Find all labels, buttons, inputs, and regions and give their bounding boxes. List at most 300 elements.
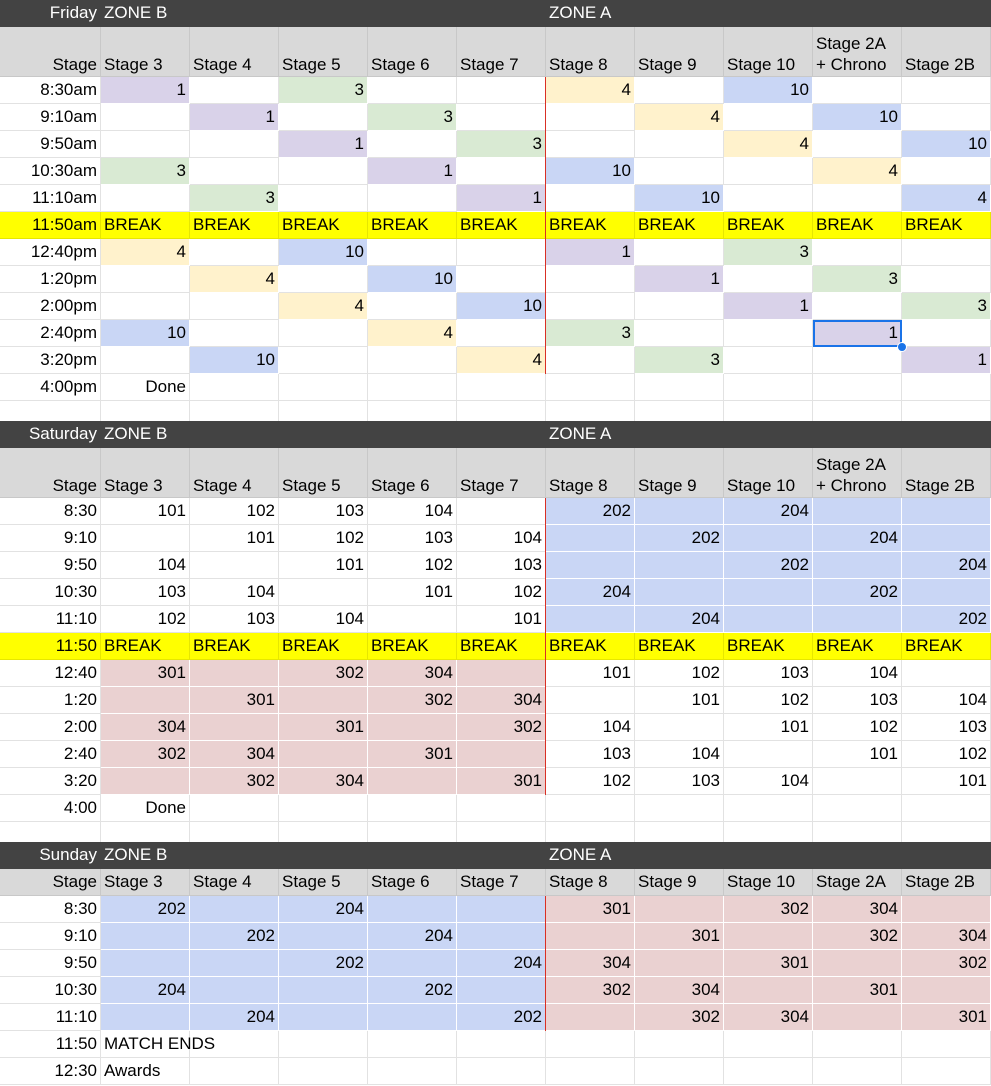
squad-cell[interactable]: 204 (101, 977, 190, 1004)
squad-cell[interactable] (368, 714, 457, 741)
squad-cell[interactable] (279, 347, 368, 374)
squad-cell[interactable]: 103 (279, 498, 368, 525)
squad-cell[interactable] (635, 552, 724, 579)
break-cell[interactable]: BREAK (101, 633, 190, 660)
squad-cell[interactable] (279, 185, 368, 212)
break-cell[interactable]: BREAK (546, 633, 635, 660)
squad-cell[interactable] (724, 320, 813, 347)
squad-cell[interactable]: 103 (190, 606, 279, 633)
time-cell[interactable]: 9:10am (0, 104, 101, 131)
stage-header[interactable]: Stage 5 (279, 27, 368, 77)
squad-cell[interactable] (368, 795, 457, 822)
squad-cell[interactable] (813, 131, 902, 158)
squad-cell[interactable] (101, 185, 190, 212)
squad-cell[interactable] (279, 158, 368, 185)
squad-cell[interactable] (368, 1031, 457, 1058)
zone-b-label[interactable]: ZONE B (101, 421, 190, 448)
squad-cell[interactable]: 102 (546, 768, 635, 795)
day-label[interactable]: Sunday (0, 842, 101, 869)
stage-header[interactable]: Stage 2B (902, 869, 991, 896)
stage-header[interactable]: Stage 3 (101, 27, 190, 77)
squad-cell[interactable] (190, 77, 279, 104)
time-cell[interactable]: 9:50 (0, 552, 101, 579)
stage-header[interactable]: Stage 5 (279, 869, 368, 896)
stage-header[interactable]: Stage 7 (457, 869, 546, 896)
break-cell[interactable]: BREAK (902, 633, 991, 660)
squad-cell[interactable] (279, 374, 368, 401)
time-cell[interactable]: 10:30am (0, 158, 101, 185)
squad-cell[interactable]: 104 (279, 606, 368, 633)
squad-cell[interactable]: 104 (635, 741, 724, 768)
stage-header[interactable]: Stage 10 (724, 27, 813, 77)
squad-cell[interactable] (813, 950, 902, 977)
squad-cell[interactable] (279, 923, 368, 950)
squad-cell[interactable] (902, 158, 991, 185)
squad-cell[interactable]: 4 (190, 266, 279, 293)
squad-cell[interactable] (546, 525, 635, 552)
title-cell[interactable] (635, 0, 724, 27)
squad-cell[interactable]: 101 (724, 714, 813, 741)
squad-cell[interactable] (813, 1031, 902, 1058)
squad-cell[interactable]: 204 (190, 1004, 279, 1031)
squad-cell[interactable] (724, 266, 813, 293)
squad-cell[interactable] (190, 158, 279, 185)
squad-cell[interactable] (635, 77, 724, 104)
time-cell[interactable]: 8:30am (0, 77, 101, 104)
squad-cell[interactable]: 304 (546, 950, 635, 977)
squad-cell[interactable] (457, 923, 546, 950)
stage-header[interactable]: Stage 4 (190, 869, 279, 896)
note-cell[interactable]: Done (101, 795, 190, 822)
break-cell[interactable]: BREAK (190, 633, 279, 660)
break-cell[interactable]: BREAK (813, 212, 902, 239)
squad-cell[interactable]: 101 (101, 498, 190, 525)
squad-cell[interactable] (724, 923, 813, 950)
squad-cell[interactable]: 10 (546, 158, 635, 185)
squad-cell[interactable] (546, 1004, 635, 1031)
stage-header[interactable]: Stage 8 (546, 448, 635, 498)
title-cell[interactable] (902, 842, 991, 869)
squad-cell[interactable] (902, 77, 991, 104)
squad-cell[interactable] (902, 1058, 991, 1085)
squad-cell[interactable] (368, 950, 457, 977)
squad-cell[interactable] (546, 687, 635, 714)
squad-cell[interactable] (190, 131, 279, 158)
squad-cell[interactable] (457, 1058, 546, 1085)
stage-header[interactable]: Stage 10 (724, 448, 813, 498)
squad-cell[interactable] (279, 687, 368, 714)
time-cell[interactable]: 11:50 (0, 1031, 101, 1058)
squad-cell[interactable] (724, 741, 813, 768)
time-cell[interactable]: 1:20pm (0, 266, 101, 293)
stage-header[interactable]: Stage 2B (902, 448, 991, 498)
squad-cell[interactable]: 1 (902, 347, 991, 374)
squad-cell[interactable] (724, 158, 813, 185)
squad-cell[interactable] (279, 1004, 368, 1031)
break-cell[interactable]: BREAK (457, 212, 546, 239)
squad-cell[interactable] (813, 185, 902, 212)
squad-cell[interactable]: 204 (813, 525, 902, 552)
squad-cell[interactable] (546, 1058, 635, 1085)
squad-cell[interactable] (813, 374, 902, 401)
squad-cell[interactable] (457, 896, 546, 923)
squad-cell[interactable] (813, 77, 902, 104)
squad-cell[interactable]: 3 (546, 320, 635, 347)
squad-cell[interactable]: 104 (813, 660, 902, 687)
fill-handle[interactable] (897, 342, 907, 352)
squad-cell[interactable]: 204 (902, 552, 991, 579)
title-cell[interactable] (457, 0, 546, 27)
squad-cell[interactable] (902, 579, 991, 606)
break-cell[interactable]: BREAK (635, 633, 724, 660)
break-cell[interactable]: BREAK (101, 212, 190, 239)
squad-cell[interactable] (902, 104, 991, 131)
squad-cell[interactable]: 104 (190, 579, 279, 606)
break-cell[interactable]: BREAK (724, 633, 813, 660)
break-cell[interactable]: BREAK (190, 212, 279, 239)
squad-cell[interactable] (635, 374, 724, 401)
squad-cell[interactable] (368, 896, 457, 923)
squad-cell[interactable]: 1 (368, 158, 457, 185)
squad-cell[interactable] (368, 347, 457, 374)
stage-header[interactable] (813, 448, 902, 498)
break-cell[interactable]: BREAK (368, 633, 457, 660)
time-cell[interactable]: 4:00pm (0, 374, 101, 401)
squad-cell[interactable]: 301 (813, 977, 902, 1004)
squad-cell[interactable]: 3 (635, 347, 724, 374)
zone-a-label[interactable]: ZONE A (546, 421, 635, 448)
squad-cell[interactable]: 302 (813, 923, 902, 950)
time-cell[interactable]: 9:50 (0, 950, 101, 977)
squad-cell[interactable]: 102 (101, 606, 190, 633)
title-cell[interactable] (724, 842, 813, 869)
time-cell[interactable]: 1:20 (0, 687, 101, 714)
squad-cell[interactable]: 302 (368, 687, 457, 714)
squad-cell[interactable] (190, 714, 279, 741)
squad-cell[interactable]: 10 (457, 293, 546, 320)
squad-cell[interactable] (724, 104, 813, 131)
time-cell[interactable]: 11:10 (0, 1004, 101, 1031)
squad-cell[interactable] (368, 1058, 457, 1085)
squad-cell[interactable]: 304 (724, 1004, 813, 1031)
squad-cell[interactable]: 104 (368, 498, 457, 525)
time-cell[interactable]: 3:20 (0, 768, 101, 795)
title-cell[interactable] (279, 421, 368, 448)
squad-cell[interactable]: 302 (190, 768, 279, 795)
squad-cell[interactable]: 102 (457, 579, 546, 606)
squad-cell[interactable] (368, 131, 457, 158)
squad-cell[interactable]: 304 (101, 714, 190, 741)
squad-cell[interactable] (368, 768, 457, 795)
squad-cell[interactable] (546, 185, 635, 212)
squad-cell[interactable]: 204 (279, 896, 368, 923)
squad-cell[interactable] (635, 1031, 724, 1058)
time-cell[interactable]: 2:40 (0, 741, 101, 768)
squad-cell[interactable] (724, 977, 813, 1004)
break-cell[interactable]: BREAK (813, 633, 902, 660)
squad-cell[interactable]: 304 (190, 741, 279, 768)
squad-cell[interactable] (546, 1031, 635, 1058)
stage-header[interactable]: Stage 4 (190, 27, 279, 77)
squad-cell[interactable] (546, 347, 635, 374)
squad-cell[interactable]: 104 (724, 768, 813, 795)
squad-cell[interactable]: 1 (635, 266, 724, 293)
squad-cell[interactable]: 101 (902, 768, 991, 795)
squad-cell[interactable]: 202 (457, 1004, 546, 1031)
squad-cell[interactable]: 302 (635, 1004, 724, 1031)
squad-cell[interactable] (457, 158, 546, 185)
stage-header[interactable]: Stage 9 (635, 448, 724, 498)
stage-header[interactable]: Stage 3 (101, 869, 190, 896)
note-cell[interactable]: Awards (101, 1058, 190, 1085)
squad-cell[interactable]: 102 (190, 498, 279, 525)
squad-cell[interactable] (368, 374, 457, 401)
squad-cell[interactable] (457, 104, 546, 131)
squad-cell[interactable]: 103 (724, 660, 813, 687)
squad-cell[interactable] (902, 1031, 991, 1058)
squad-cell[interactable] (190, 239, 279, 266)
squad-cell[interactable] (635, 714, 724, 741)
time-cell[interactable]: 11:10 (0, 606, 101, 633)
time-cell[interactable]: 2:00pm (0, 293, 101, 320)
squad-cell[interactable] (546, 374, 635, 401)
squad-cell[interactable] (190, 374, 279, 401)
squad-cell[interactable]: 204 (546, 579, 635, 606)
squad-cell[interactable] (368, 293, 457, 320)
squad-cell[interactable]: 302 (902, 950, 991, 977)
squad-cell[interactable] (902, 320, 991, 347)
title-cell[interactable] (279, 0, 368, 27)
stage-column-header[interactable]: Stage (0, 869, 101, 896)
squad-cell[interactable]: 4 (635, 104, 724, 131)
squad-cell[interactable]: 102 (635, 660, 724, 687)
squad-cell[interactable] (902, 498, 991, 525)
time-cell[interactable]: 10:30 (0, 977, 101, 1004)
squad-cell[interactable] (546, 795, 635, 822)
squad-cell[interactable]: 102 (279, 525, 368, 552)
break-cell[interactable]: BREAK (279, 212, 368, 239)
squad-cell[interactable]: 104 (457, 525, 546, 552)
squad-cell[interactable]: 101 (457, 606, 546, 633)
squad-cell[interactable]: 204 (368, 923, 457, 950)
squad-cell[interactable]: 202 (101, 896, 190, 923)
squad-cell[interactable]: 202 (190, 923, 279, 950)
squad-cell[interactable]: 102 (813, 714, 902, 741)
squad-cell[interactable] (101, 1004, 190, 1031)
squad-cell[interactable]: 1 (724, 293, 813, 320)
break-cell[interactable]: BREAK (457, 633, 546, 660)
squad-cell[interactable] (813, 498, 902, 525)
squad-cell[interactable]: 4 (813, 158, 902, 185)
squad-cell[interactable] (546, 606, 635, 633)
squad-cell[interactable]: 202 (546, 498, 635, 525)
squad-cell[interactable] (279, 795, 368, 822)
stage-header[interactable]: Stage 5 (279, 448, 368, 498)
squad-cell[interactable]: 3 (101, 158, 190, 185)
squad-cell[interactable] (635, 320, 724, 347)
squad-cell[interactable]: 202 (279, 950, 368, 977)
squad-cell[interactable]: 3 (190, 185, 279, 212)
squad-cell[interactable]: 204 (457, 950, 546, 977)
stage-header[interactable]: Stage 7 (457, 27, 546, 77)
stage-header[interactable]: Stage 4 (190, 448, 279, 498)
time-cell[interactable]: 12:40pm (0, 239, 101, 266)
squad-cell[interactable]: 101 (279, 552, 368, 579)
squad-cell[interactable] (724, 525, 813, 552)
squad-cell[interactable] (902, 266, 991, 293)
squad-cell[interactable] (902, 660, 991, 687)
stage-header[interactable]: Stage 6 (368, 448, 457, 498)
time-cell[interactable]: 9:50am (0, 131, 101, 158)
squad-cell[interactable] (457, 374, 546, 401)
squad-cell[interactable]: 10 (902, 131, 991, 158)
squad-cell[interactable]: 102 (368, 552, 457, 579)
squad-cell[interactable]: 101 (190, 525, 279, 552)
squad-cell[interactable] (368, 185, 457, 212)
squad-cell[interactable] (101, 104, 190, 131)
squad-cell[interactable]: 1 (457, 185, 546, 212)
squad-cell[interactable]: 202 (368, 977, 457, 1004)
time-cell[interactable]: 4:00 (0, 795, 101, 822)
title-cell[interactable] (724, 0, 813, 27)
day-label[interactable]: Saturday (0, 421, 101, 448)
squad-cell[interactable]: 304 (368, 660, 457, 687)
squad-cell[interactable]: 301 (368, 741, 457, 768)
squad-cell[interactable]: 104 (101, 552, 190, 579)
note-cell[interactable]: Done (101, 374, 190, 401)
squad-cell[interactable] (368, 606, 457, 633)
squad-cell[interactable] (546, 293, 635, 320)
squad-cell[interactable] (813, 606, 902, 633)
squad-cell[interactable]: 301 (279, 714, 368, 741)
squad-cell[interactable]: 4 (101, 239, 190, 266)
squad-cell[interactable]: 10 (190, 347, 279, 374)
squad-cell[interactable]: 304 (902, 923, 991, 950)
squad-cell[interactable]: 301 (635, 923, 724, 950)
squad-cell[interactable] (635, 293, 724, 320)
squad-cell[interactable]: 103 (546, 741, 635, 768)
squad-cell[interactable] (279, 1031, 368, 1058)
squad-cell[interactable] (546, 131, 635, 158)
break-cell[interactable]: BREAK (635, 212, 724, 239)
title-cell[interactable] (813, 842, 902, 869)
zone-b-label[interactable]: ZONE B (101, 842, 190, 869)
squad-cell[interactable] (635, 498, 724, 525)
time-cell[interactable]: 11:50 (0, 633, 101, 660)
time-cell[interactable]: 11:50am (0, 212, 101, 239)
squad-cell[interactable]: 101 (635, 687, 724, 714)
squad-cell[interactable]: 301 (190, 687, 279, 714)
squad-cell[interactable] (724, 795, 813, 822)
squad-cell[interactable]: 4 (368, 320, 457, 347)
squad-cell[interactable]: 204 (724, 498, 813, 525)
squad-cell[interactable] (279, 104, 368, 131)
squad-cell[interactable]: 4 (724, 131, 813, 158)
squad-cell[interactable]: 4 (457, 347, 546, 374)
title-cell[interactable] (190, 421, 279, 448)
squad-cell[interactable]: 4 (546, 77, 635, 104)
stage-header[interactable]: Stage 2B (902, 27, 991, 77)
squad-cell[interactable] (813, 552, 902, 579)
squad-cell[interactable]: 103 (902, 714, 991, 741)
squad-cell[interactable] (635, 1058, 724, 1085)
squad-cell[interactable] (190, 1031, 279, 1058)
squad-cell[interactable] (101, 347, 190, 374)
time-cell[interactable]: 12:40 (0, 660, 101, 687)
squad-cell[interactable]: 301 (457, 768, 546, 795)
squad-cell[interactable]: 1 (279, 131, 368, 158)
squad-cell[interactable] (902, 896, 991, 923)
squad-cell[interactable]: 204 (635, 606, 724, 633)
squad-cell[interactable] (457, 795, 546, 822)
squad-cell[interactable]: 10 (635, 185, 724, 212)
time-cell[interactable]: 3:20pm (0, 347, 101, 374)
stage-header[interactable]: Stage 8 (546, 27, 635, 77)
note-cell[interactable]: MATCH ENDS (101, 1031, 190, 1058)
squad-cell[interactable]: 1 (101, 77, 190, 104)
day-label[interactable]: Friday (0, 0, 101, 27)
squad-cell[interactable]: 3 (902, 293, 991, 320)
squad-cell[interactable] (546, 923, 635, 950)
squad-cell[interactable] (279, 320, 368, 347)
stage-header[interactable]: Stage 8 (546, 869, 635, 896)
squad-cell[interactable]: 302 (546, 977, 635, 1004)
squad-cell[interactable] (724, 374, 813, 401)
squad-cell[interactable]: 301 (546, 896, 635, 923)
squad-cell[interactable]: 202 (813, 579, 902, 606)
squad-cell[interactable]: 10 (101, 320, 190, 347)
squad-cell[interactable] (546, 266, 635, 293)
squad-cell[interactable] (902, 977, 991, 1004)
zone-a-label[interactable]: ZONE A (546, 0, 635, 27)
squad-cell[interactable]: 302 (724, 896, 813, 923)
squad-cell[interactable] (457, 77, 546, 104)
squad-cell[interactable] (368, 1004, 457, 1031)
squad-cell[interactable]: 103 (368, 525, 457, 552)
squad-cell[interactable] (190, 552, 279, 579)
time-cell[interactable]: 12:30 (0, 1058, 101, 1085)
squad-cell[interactable]: 1 (190, 104, 279, 131)
squad-cell[interactable] (190, 977, 279, 1004)
squad-cell[interactable] (902, 374, 991, 401)
stage-column-header[interactable]: Stage (0, 27, 101, 77)
squad-cell[interactable] (279, 741, 368, 768)
title-cell[interactable] (368, 842, 457, 869)
squad-cell[interactable]: 3 (813, 266, 902, 293)
squad-cell[interactable] (546, 552, 635, 579)
title-cell[interactable] (457, 421, 546, 448)
squad-cell[interactable]: 103 (813, 687, 902, 714)
squad-cell[interactable] (813, 768, 902, 795)
break-cell[interactable]: BREAK (724, 212, 813, 239)
time-cell[interactable]: 8:30 (0, 896, 101, 923)
title-cell[interactable] (902, 0, 991, 27)
squad-cell[interactable] (101, 266, 190, 293)
time-cell[interactable]: 9:10 (0, 923, 101, 950)
squad-cell[interactable] (190, 1058, 279, 1085)
stage-header[interactable]: Stage 6 (368, 27, 457, 77)
zone-a-label[interactable]: ZONE A (546, 842, 635, 869)
title-cell[interactable] (368, 421, 457, 448)
squad-cell[interactable]: 302 (101, 741, 190, 768)
squad-cell[interactable]: 101 (546, 660, 635, 687)
squad-cell[interactable] (368, 77, 457, 104)
zone-b-label[interactable]: ZONE B (101, 0, 190, 27)
squad-cell[interactable] (279, 266, 368, 293)
squad-cell[interactable] (190, 896, 279, 923)
squad-cell[interactable] (813, 795, 902, 822)
squad-cell[interactable] (101, 687, 190, 714)
